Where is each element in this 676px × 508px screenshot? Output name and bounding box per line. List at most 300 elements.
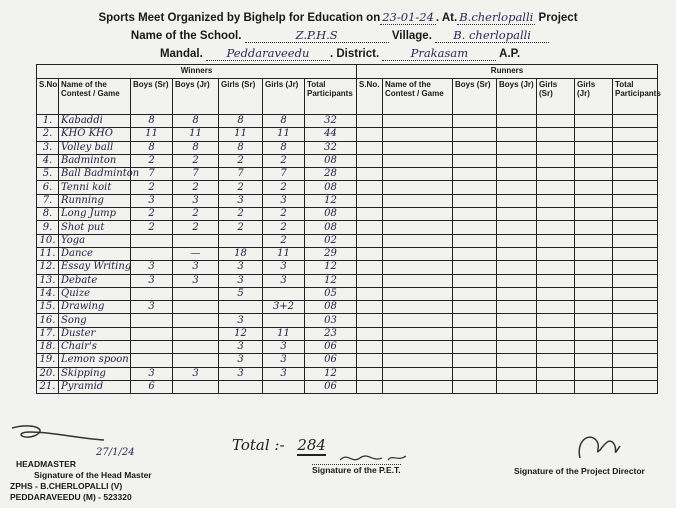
table-cell: 3 — [219, 261, 263, 274]
table-cell: 05 — [305, 287, 357, 300]
header-line-3: Mandal. Peddaraveedu . District. Prakasam A.P. — [159, 46, 521, 60]
empty-cell — [497, 234, 537, 247]
empty-cell — [537, 327, 575, 340]
runners-table — [356, 64, 661, 394]
table-row — [357, 314, 658, 327]
table-cell: 3 — [131, 301, 173, 314]
empty-cell — [453, 168, 497, 181]
table-row — [37, 115, 357, 128]
table-cell: 8 — [263, 141, 305, 154]
table-cell: 7 — [219, 168, 263, 181]
contest-name-cell: Dance — [59, 247, 131, 260]
contest-name-cell: Duster — [59, 327, 131, 340]
table-cell: 11 — [263, 327, 305, 340]
runners-body — [357, 115, 658, 394]
empty-cell — [383, 154, 453, 167]
empty-cell — [453, 234, 497, 247]
table-cell — [173, 301, 219, 314]
empty-cell — [575, 287, 613, 300]
empty-cell — [497, 367, 537, 380]
total-value: 284 — [297, 436, 326, 454]
empty-cell — [497, 194, 537, 207]
table-cell: 8. — [37, 208, 59, 221]
empty-cell — [357, 314, 383, 327]
table-row — [37, 194, 357, 207]
table-cell: 11 — [263, 128, 305, 141]
empty-cell — [537, 341, 575, 354]
table-row — [37, 181, 357, 194]
table-row — [357, 115, 658, 128]
village-value: B. cherlopalli — [435, 28, 549, 43]
table-cell: 20. — [37, 367, 59, 380]
table-row — [357, 367, 658, 380]
empty-cell — [575, 341, 613, 354]
table-cell: 8 — [173, 141, 219, 154]
empty-cell — [575, 274, 613, 287]
table-cell: 3 — [263, 354, 305, 367]
empty-cell — [383, 341, 453, 354]
table-cell — [131, 247, 173, 260]
empty-cell — [383, 301, 453, 314]
table-row — [357, 354, 658, 367]
empty-cell — [497, 141, 537, 154]
table-row — [37, 247, 357, 260]
empty-cell — [497, 354, 537, 367]
table-cell: 06 — [305, 354, 357, 367]
header-line-2: Name of the School. Z.P.H.S Village. B. cherlopalli — [60, 28, 620, 43]
empty-cell — [453, 115, 497, 128]
table-cell: 18 — [219, 247, 263, 260]
winners-group-label: Winners — [37, 65, 357, 79]
winners-col-header: Girls (Sr) — [219, 79, 263, 115]
winners-col-header: Name of the Contest / Game — [59, 79, 131, 115]
empty-cell — [497, 208, 537, 221]
runners-col-header: Girls (Sr) — [537, 79, 575, 115]
empty-cell — [575, 380, 613, 393]
table-cell: 14. — [37, 287, 59, 300]
empty-cell — [383, 115, 453, 128]
empty-cell — [383, 181, 453, 194]
empty-cell — [357, 354, 383, 367]
table-row — [357, 181, 658, 194]
table-cell: 5 — [219, 287, 263, 300]
empty-cell — [383, 354, 453, 367]
table-cell: 2 — [173, 181, 219, 194]
empty-cell — [613, 181, 658, 194]
empty-cell — [613, 115, 658, 128]
empty-cell — [357, 208, 383, 221]
table-cell: 08 — [305, 208, 357, 221]
contest-name-cell: Shot put — [59, 221, 131, 234]
table-cell: 11 — [263, 247, 305, 260]
empty-cell — [537, 208, 575, 221]
table-cell: 08 — [305, 221, 357, 234]
table-cell: 2 — [131, 181, 173, 194]
empty-cell — [537, 115, 575, 128]
table-cell: 3 — [219, 367, 263, 380]
table-cell: 02 — [305, 234, 357, 247]
table-cell: 7 — [131, 168, 173, 181]
table-cell: 3 — [263, 341, 305, 354]
table-row — [37, 354, 357, 367]
runners-header-row — [357, 79, 658, 115]
table-cell: 2 — [263, 154, 305, 167]
table-cell: 10. — [37, 234, 59, 247]
table-cell: 21. — [37, 380, 59, 393]
table-cell: 2 — [263, 181, 305, 194]
empty-cell — [537, 367, 575, 380]
empty-cell — [575, 301, 613, 314]
table-cell — [131, 234, 173, 247]
table-cell: 3 — [173, 274, 219, 287]
table-cell: 28 — [305, 168, 357, 181]
head-master-date: 27/1/24 — [96, 447, 135, 458]
empty-cell — [383, 141, 453, 154]
table-cell: 08 — [305, 301, 357, 314]
empty-cell — [613, 367, 658, 380]
contest-name-cell: Long Jump — [59, 208, 131, 221]
table-row — [37, 208, 357, 221]
empty-cell — [575, 115, 613, 128]
table-cell: 3+2 — [263, 301, 305, 314]
table-cell: 3 — [173, 367, 219, 380]
table-row — [357, 301, 658, 314]
table-cell: 2 — [131, 208, 173, 221]
empty-cell — [537, 274, 575, 287]
contest-name-cell: Drawing — [59, 301, 131, 314]
table-row — [357, 287, 658, 300]
empty-cell — [575, 141, 613, 154]
table-row — [357, 261, 658, 274]
empty-cell — [575, 314, 613, 327]
table-cell: 12. — [37, 261, 59, 274]
table-cell: 3 — [173, 194, 219, 207]
table-row — [37, 380, 357, 393]
empty-cell — [453, 367, 497, 380]
empty-cell — [537, 314, 575, 327]
empty-cell — [357, 380, 383, 393]
head-master-stamp: HEADMASTER — [16, 459, 76, 469]
table-row — [357, 221, 658, 234]
table-cell: 11 — [131, 128, 173, 141]
empty-cell — [383, 128, 453, 141]
empty-cell — [497, 181, 537, 194]
empty-cell — [575, 128, 613, 141]
contest-name-cell: Chair's — [59, 341, 131, 354]
empty-cell — [613, 208, 658, 221]
empty-cell — [453, 154, 497, 167]
empty-cell — [613, 301, 658, 314]
contest-name-cell: Essay Writing — [59, 261, 131, 274]
header-at: At — [441, 12, 455, 24]
table-cell — [173, 327, 219, 340]
table-cell: 11 — [173, 128, 219, 141]
table-cell: 11. — [37, 247, 59, 260]
table-cell: 17. — [37, 327, 59, 340]
table-cell: 3 — [219, 194, 263, 207]
contest-name-cell: Yoga — [59, 234, 131, 247]
table-cell — [173, 341, 219, 354]
empty-cell — [613, 234, 658, 247]
empty-cell — [575, 327, 613, 340]
school-label: Name of the School — [130, 30, 239, 42]
winners-header-row — [37, 79, 357, 115]
empty-cell — [613, 327, 658, 340]
table-row — [357, 128, 658, 141]
empty-cell — [613, 354, 658, 367]
table-cell — [131, 341, 173, 354]
table-row — [357, 168, 658, 181]
empty-cell — [453, 287, 497, 300]
empty-cell — [613, 314, 658, 327]
empty-cell — [453, 341, 497, 354]
table-row — [357, 380, 658, 393]
empty-cell — [383, 247, 453, 260]
table-row — [357, 274, 658, 287]
table-cell — [173, 234, 219, 247]
table-cell: 12 — [305, 367, 357, 380]
empty-cell — [383, 367, 453, 380]
table-cell: 3 — [263, 367, 305, 380]
table-cell: 7 — [263, 168, 305, 181]
table-cell: 3. — [37, 141, 59, 154]
table-cell: 2. — [37, 128, 59, 141]
table-cell: 32 — [305, 141, 357, 154]
table-row — [37, 314, 357, 327]
empty-cell — [575, 221, 613, 234]
table-cell — [173, 287, 219, 300]
school-value: Z.P.H.S — [245, 28, 389, 43]
table-cell — [173, 354, 219, 367]
contest-name-cell: Running — [59, 194, 131, 207]
director-label: Signature of the Project Director — [514, 466, 645, 476]
table-cell: 18. — [37, 341, 59, 354]
empty-cell — [613, 287, 658, 300]
table-cell — [131, 327, 173, 340]
empty-cell — [357, 327, 383, 340]
empty-cell — [383, 234, 453, 247]
empty-cell — [383, 168, 453, 181]
table-cell: 2 — [131, 154, 173, 167]
meet-date: 23-01-24 — [382, 10, 434, 24]
table-cell: 32 — [305, 115, 357, 128]
empty-cell — [453, 274, 497, 287]
empty-cell — [497, 301, 537, 314]
table-cell: 2 — [219, 221, 263, 234]
table-cell: 3 — [131, 261, 173, 274]
table-row — [357, 194, 658, 207]
winners-col-header: Boys (Jr) — [173, 79, 219, 115]
empty-cell — [357, 168, 383, 181]
table-cell — [219, 380, 263, 393]
table-row — [37, 128, 357, 141]
empty-cell — [575, 194, 613, 207]
empty-cell — [357, 154, 383, 167]
table-row — [37, 221, 357, 234]
empty-cell — [613, 168, 658, 181]
empty-cell — [497, 274, 537, 287]
empty-cell — [537, 247, 575, 260]
mandal-label: Mandal — [159, 48, 200, 60]
empty-cell — [497, 221, 537, 234]
empty-cell — [453, 128, 497, 141]
meet-place: B.cherlopalli — [459, 10, 534, 24]
empty-cell — [613, 128, 658, 141]
empty-cell — [357, 247, 383, 260]
empty-cell — [383, 380, 453, 393]
table-cell: 23 — [305, 327, 357, 340]
table-cell: 11 — [219, 128, 263, 141]
empty-cell — [453, 314, 497, 327]
empty-cell — [537, 234, 575, 247]
empty-cell — [383, 314, 453, 327]
table-cell: 2 — [173, 208, 219, 221]
table-cell — [219, 234, 263, 247]
empty-cell — [357, 115, 383, 128]
table-cell — [131, 287, 173, 300]
contest-name-cell: Tenni koit — [59, 181, 131, 194]
table-row — [357, 234, 658, 247]
runners-col-header: Boys (Jr) — [497, 79, 537, 115]
empty-cell — [497, 380, 537, 393]
empty-cell — [453, 221, 497, 234]
contest-name-cell: Quize — [59, 287, 131, 300]
table-cell: 12 — [305, 194, 357, 207]
empty-cell — [357, 194, 383, 207]
table-row — [357, 327, 658, 340]
contest-name-cell: Ball Badminton — [59, 168, 131, 181]
table-cell: 08 — [305, 154, 357, 167]
school-stamp-line2: ZPHS - B.CHERLOPALLI (V) — [10, 481, 123, 491]
empty-cell — [357, 221, 383, 234]
table-cell: 3 — [263, 194, 305, 207]
table-row — [37, 327, 357, 340]
table-row — [37, 141, 357, 154]
empty-cell — [575, 234, 613, 247]
contest-name-cell: Song — [59, 314, 131, 327]
table-cell: 3 — [131, 194, 173, 207]
empty-cell — [357, 341, 383, 354]
table-cell: 6 — [131, 380, 173, 393]
table-cell: 06 — [305, 341, 357, 354]
table-cell — [263, 287, 305, 300]
table-cell: 06 — [305, 380, 357, 393]
empty-cell — [357, 128, 383, 141]
winners-col-header: S.No. — [37, 79, 59, 115]
table-cell: 2 — [263, 208, 305, 221]
empty-cell — [383, 221, 453, 234]
table-cell: 3 — [263, 261, 305, 274]
table-cell: 2 — [263, 234, 305, 247]
empty-cell — [537, 287, 575, 300]
table-row — [37, 367, 357, 380]
empty-cell — [497, 128, 537, 141]
table-cell: 3 — [219, 341, 263, 354]
table-row — [37, 274, 357, 287]
empty-cell — [575, 154, 613, 167]
empty-cell — [453, 301, 497, 314]
empty-cell — [613, 221, 658, 234]
winners-table — [36, 64, 357, 394]
empty-cell — [453, 327, 497, 340]
runners-col-header: Name of the Contest / Game — [383, 79, 453, 115]
empty-cell — [575, 247, 613, 260]
empty-cell — [613, 194, 658, 207]
empty-cell — [497, 247, 537, 260]
empty-cell — [537, 128, 575, 141]
table-cell: 3 — [173, 261, 219, 274]
head-master-label: Signature of the Head Master — [34, 470, 152, 480]
table-row — [37, 168, 357, 181]
table-cell: 1. — [37, 115, 59, 128]
table-row — [357, 208, 658, 221]
empty-cell — [497, 341, 537, 354]
pet-label: Signature of the P.E.T. — [312, 465, 401, 475]
table-cell: 9. — [37, 221, 59, 234]
empty-cell — [453, 208, 497, 221]
winners-col-header: Girls (Jr) — [263, 79, 305, 115]
empty-cell — [537, 141, 575, 154]
table-cell: 44 — [305, 128, 357, 141]
empty-cell — [537, 354, 575, 367]
table-cell: 3 — [131, 274, 173, 287]
empty-cell — [497, 327, 537, 340]
empty-cell — [357, 181, 383, 194]
empty-cell — [575, 208, 613, 221]
empty-cell — [613, 274, 658, 287]
school-stamp-line3: PEDDARAVEEDU (M) - 523320 — [10, 492, 132, 502]
contest-name-cell: Kabaddi — [59, 115, 131, 128]
table-row — [357, 154, 658, 167]
table-cell — [263, 314, 305, 327]
empty-cell — [537, 168, 575, 181]
empty-cell — [497, 314, 537, 327]
table-cell: — — [173, 247, 219, 260]
empty-cell — [453, 247, 497, 260]
director-signature — [570, 428, 630, 464]
winners-col-header: Total Participants — [305, 79, 357, 115]
table-cell: 3 — [219, 274, 263, 287]
empty-cell — [357, 301, 383, 314]
contest-name-cell: KHO KHO — [59, 128, 131, 141]
empty-cell — [357, 367, 383, 380]
table-cell: 12 — [305, 274, 357, 287]
table-row — [37, 341, 357, 354]
contest-name-cell: Skipping — [59, 367, 131, 380]
table-row — [37, 287, 357, 300]
contest-name-cell: Debate — [59, 274, 131, 287]
empty-cell — [453, 194, 497, 207]
table-cell: 03 — [305, 314, 357, 327]
empty-cell — [357, 274, 383, 287]
table-cell — [219, 301, 263, 314]
empty-cell — [453, 141, 497, 154]
table-cell: 16. — [37, 314, 59, 327]
table-cell: 3 — [219, 354, 263, 367]
table-cell: 8 — [173, 115, 219, 128]
empty-cell — [383, 208, 453, 221]
table-cell: 8 — [219, 141, 263, 154]
table-cell: 3 — [263, 274, 305, 287]
empty-cell — [575, 261, 613, 274]
empty-cell — [613, 380, 658, 393]
table-cell: 8 — [131, 141, 173, 154]
table-row — [357, 341, 658, 354]
table-row — [37, 301, 357, 314]
empty-cell — [383, 261, 453, 274]
empty-cell — [537, 181, 575, 194]
table-cell: 12 — [305, 261, 357, 274]
